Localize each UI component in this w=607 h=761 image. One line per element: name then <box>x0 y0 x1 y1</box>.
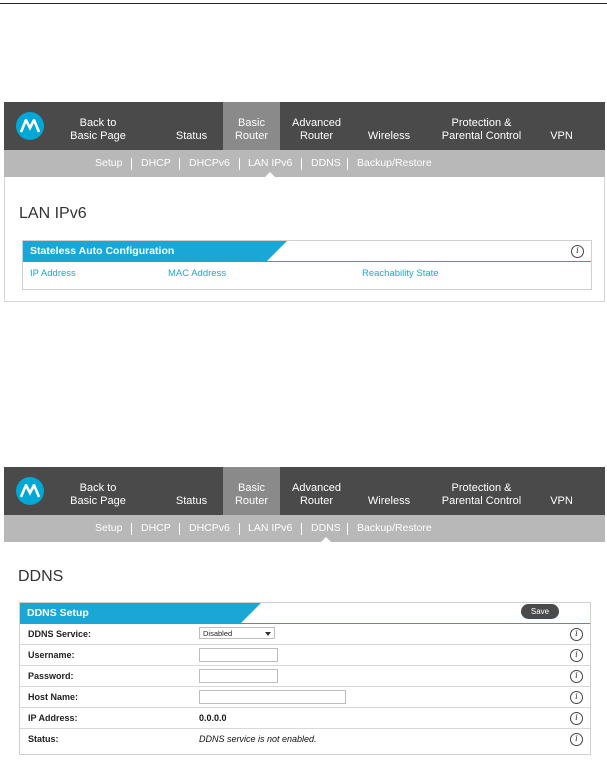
ip-address-row <box>20 707 590 729</box>
ddns-setup-section <box>19 602 591 755</box>
info-icon[interactable]: i <box>571 245 584 258</box>
stateless-auto-config-section <box>22 240 592 290</box>
save-button[interactable]: Save <box>521 604 559 619</box>
lan-ipv6-screen <box>4 102 605 302</box>
username-label: Username: <box>28 650 75 660</box>
subnav-divider <box>179 523 180 535</box>
chevron-down-icon <box>265 632 271 636</box>
info-icon[interactable]: i <box>570 670 583 683</box>
subnav-divider <box>239 158 240 170</box>
nav-protection-parental[interactable]: Protection & Parental Control <box>441 117 522 142</box>
sub-nav-bar <box>4 515 605 542</box>
nav-advanced-router[interactable]: Advanced Router <box>292 482 341 507</box>
column-header-reachability-state: Reachability State <box>362 268 439 279</box>
status-value: DDNS service is not enabled. <box>199 734 317 744</box>
nav-wireless[interactable]: Wireless <box>367 495 411 507</box>
subnav-lan-ipv6[interactable]: LAN IPv6 <box>248 150 292 177</box>
ip-address-label: IP Address: <box>28 713 78 723</box>
host-name-row <box>20 686 590 708</box>
subnav-ddns[interactable]: DDNS <box>311 515 341 542</box>
subnav-divider <box>131 158 132 170</box>
subnav-dhcp[interactable]: DHCP <box>141 157 171 169</box>
info-icon[interactable]: i <box>570 733 583 746</box>
host-name-label: Host Name: <box>28 692 79 702</box>
nav-advanced-router[interactable]: Advanced Router <box>292 117 341 142</box>
ddns-service-label: DDNS Service: <box>28 629 92 639</box>
ddns-service-selected-value: Disabled <box>203 629 233 638</box>
status-row <box>20 728 590 750</box>
subnav-divider <box>239 523 240 535</box>
motorola-logo-icon[interactable] <box>16 112 44 140</box>
host-name-field[interactable] <box>199 690 346 704</box>
subnav-divider <box>347 523 348 535</box>
info-icon[interactable]: i <box>570 649 583 662</box>
password-label: Password: <box>28 671 74 681</box>
nav-status[interactable]: Status <box>175 495 208 507</box>
page-title: LAN IPv6 <box>19 205 87 222</box>
status-label: Status: <box>28 734 59 744</box>
subnav-dhcp[interactable]: DHCP <box>141 522 171 534</box>
subnav-lan-ipv6[interactable]: LAN IPv6 <box>248 522 293 534</box>
ip-address-value: 0.0.0.0 <box>199 713 227 723</box>
nav-vpn[interactable]: VPN <box>550 495 573 507</box>
subnav-setup[interactable]: Setup <box>95 157 123 169</box>
sub-nav-bar <box>4 150 605 177</box>
nav-protection-parental[interactable]: Protection & Parental Control <box>441 482 522 507</box>
subnav-divider <box>347 158 348 170</box>
nav-back-to-basic[interactable]: Back to Basic Page <box>70 482 126 507</box>
subnav-dhcpv6[interactable]: DHCPv6 <box>189 522 230 534</box>
password-row <box>20 665 590 687</box>
subnav-divider <box>301 158 302 170</box>
page-title: DDNS <box>18 568 64 585</box>
section-header: DDNS Setup <box>20 603 241 623</box>
nav-vpn[interactable]: VPN <box>550 130 573 142</box>
ddns-service-row <box>20 623 590 645</box>
subnav-divider <box>131 523 132 535</box>
subnav-divider <box>301 523 302 535</box>
username-row <box>20 644 590 666</box>
nav-wireless[interactable]: Wireless <box>367 130 411 142</box>
subnav-setup[interactable]: Setup <box>95 522 123 534</box>
section-header: Stateless Auto Configuration <box>23 241 267 261</box>
top-nav-bar <box>4 467 605 515</box>
subnav-backup-restore[interactable]: Backup/Restore <box>357 157 432 169</box>
page-body <box>4 177 605 302</box>
ddns-screen <box>4 467 605 757</box>
ddns-service-select[interactable] <box>199 627 275 639</box>
top-rule <box>0 3 607 4</box>
info-icon[interactable]: i <box>570 691 583 704</box>
subnav-backup-restore[interactable]: Backup/Restore <box>357 522 432 534</box>
info-icon[interactable]: i <box>570 712 583 725</box>
subnav-ddns[interactable]: DDNS <box>311 157 341 169</box>
nav-back-to-basic[interactable]: Back to Basic Page <box>70 117 126 142</box>
subnav-dhcpv6[interactable]: DHCPv6 <box>189 157 230 169</box>
page-body <box>4 542 605 757</box>
info-icon[interactable]: i <box>570 628 583 641</box>
password-field[interactable] <box>199 669 278 683</box>
column-header-mac-address: MAC Address <box>168 268 227 279</box>
top-nav-bar <box>4 102 605 150</box>
nav-basic-router[interactable]: Basic Router <box>223 467 280 515</box>
nav-status[interactable]: Status <box>175 130 208 142</box>
nav-basic-router[interactable]: Basic Router <box>223 102 280 150</box>
username-field[interactable] <box>199 648 278 662</box>
column-header-ip-address: IP Address <box>30 268 76 279</box>
subnav-divider <box>179 158 180 170</box>
section-divider <box>23 261 591 262</box>
motorola-logo-icon[interactable] <box>16 477 44 505</box>
